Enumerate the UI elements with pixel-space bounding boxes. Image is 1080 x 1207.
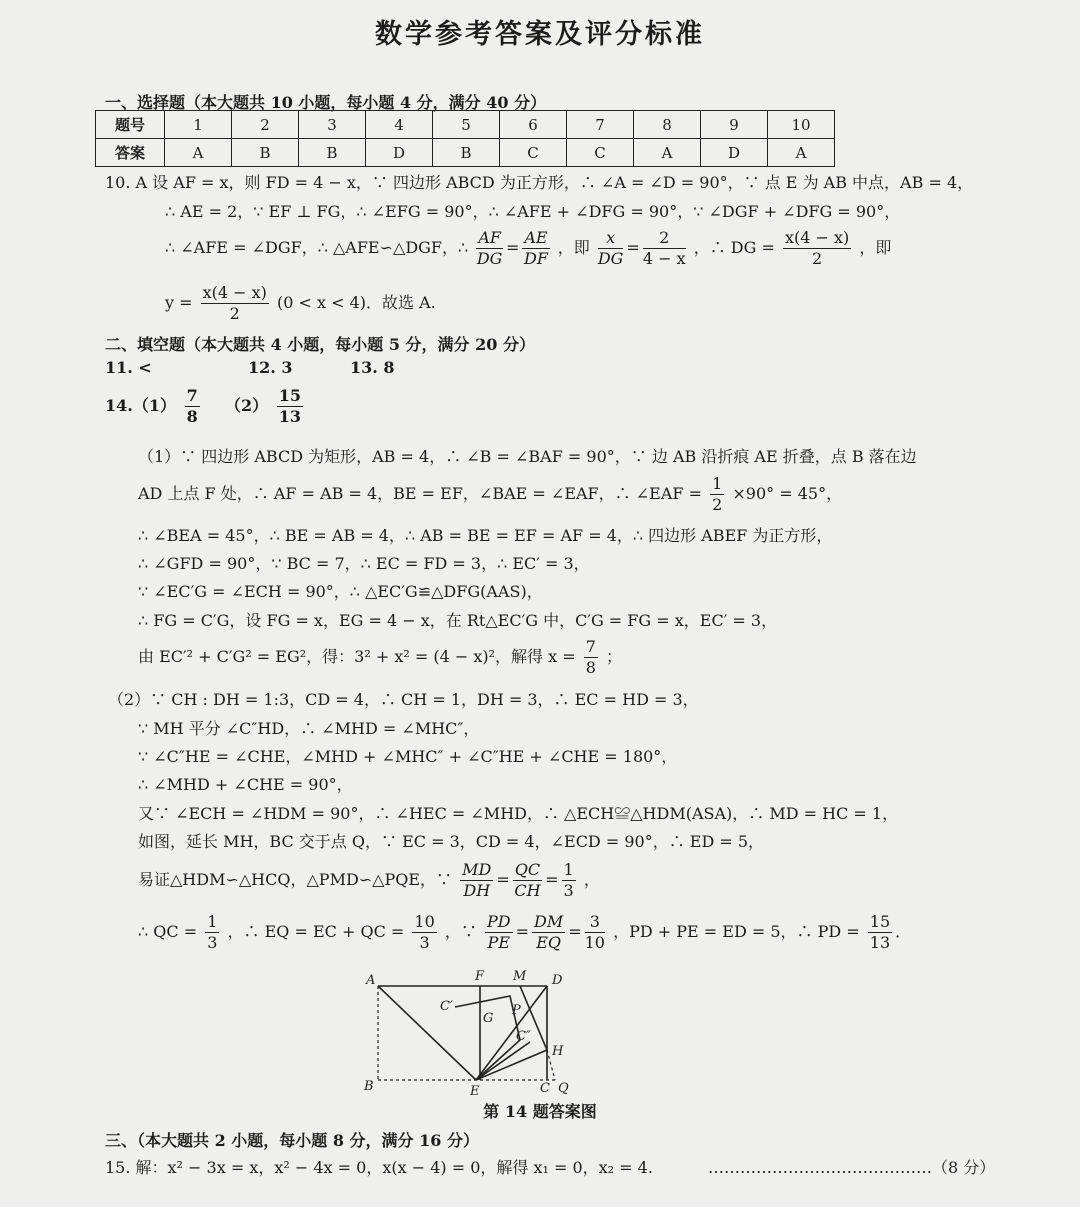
sol14-line: ∴ ∠MHD + ∠CHE = 90°， [138,775,353,794]
table-cell: B [433,139,500,167]
sol14-text: ； [606,647,623,666]
sol14-line: ∵ MH 平分 ∠C″HD，∴ ∠MHD = ∠MHC″， [138,719,480,738]
table-cell: A [165,139,232,167]
sol14-text: ，∵ [444,922,477,941]
table-cell: 7 [567,111,634,139]
sol14-text: 由 EC′² + C′G² = EG²，得：3² + x² = (4 − x)²，解得 x = [138,647,576,666]
sol14-line [138,637,622,678]
q10-text: ，∴ DG = [693,238,775,257]
answer-q11: 11. < [105,358,152,377]
fraction-y-value: $\frac{x(4 - x)}{2}$ [202,283,267,323]
answer-q14 [105,386,306,427]
fraction-3-10: $\frac{3}{10}$ [584,912,605,952]
table-cell: A [768,139,835,167]
equals-sign: = [626,238,640,257]
table-cell: C [500,139,567,167]
sol14-text: 易证△HDM∽△HCQ，△PMD∽△PQE，∵ [138,870,453,889]
fraction-1-3: $\frac{1}{3}$ [563,860,574,900]
segment-ae [378,986,476,1080]
sol14-text: ，PD + PE = ED = 5，∴ PD = [613,922,860,941]
q10-text: ，即 [557,238,590,257]
fraction-2-4mx: $\frac{2}{4 - x}$ [642,228,686,268]
sol14-line: 易证△HDM∽△HCQ，△PMD∽△PQE，∵ $\frac{MD}{DH}$ = $\frac{QC}{CH}$ = $\frac{1}{3}$ ， [138,860,600,900]
fraction-half: $\frac{1}{2}$ [712,474,723,514]
q10-line-3 [165,228,891,269]
q15-solution: 15. 解：x² − 3x = x，x² − 4x = 0，x(x − 4) = 0，解得 x₁ = 0，x₂ = 4. [105,1158,653,1177]
q14-part-2-label: （2） [224,396,269,415]
table-cell: D [366,139,433,167]
q10-line-4 [165,283,436,324]
fraction-15-13: $\frac{15}{13}$ [278,386,301,426]
q10-text: ∴ ∠AFE = ∠DGF，∴ △AFE∽△DGF，∴ [165,238,469,257]
sol14-text: ×90° = 45°， [732,484,843,503]
geometry-figure [360,962,580,1098]
folded-rectangle [455,996,520,1080]
fraction-7-8: $\frac{7}{8}$ [585,637,596,677]
sol14-line: （1）∵ 四边形 ABCD 为矩形，AB = 4，∴ ∠B = ∠BAF = 90°，∵ 边 AB 沿折痕 AE 折叠，点 B 落在边 [138,447,917,466]
table-cell: 10 [768,111,835,139]
label-c-prime: C′ [440,999,453,1014]
fraction-1-3: $\frac{1}{3}$ [207,912,218,952]
q14-part-1-label: 14.（1） [105,396,176,415]
sol14-text: ， [583,870,600,889]
fraction-pd-pe: $\frac{PD}{PE}$ [486,912,511,952]
fraction-x-dg: $\frac{x}{DG}$ [597,228,624,268]
fraction-10-3: $\frac{10}{3}$ [414,912,435,952]
fraction-7-8: $\frac{7}{8}$ [186,386,198,426]
sol14-line: ∵ ∠C″HE = ∠CHE，∠MHD + ∠MHC″ + ∠C″HE + ∠CHE = 180°， [138,747,678,766]
page-title: 数学参考答案及评分标准 [375,19,705,50]
label-f: F [475,969,485,984]
figure-caption: 第 14 题答案图 [483,1102,597,1121]
label-c: C [540,1081,550,1096]
table-row [96,139,835,167]
sol14-line [138,474,842,515]
table-cell: C [567,139,634,167]
q15-score: ……………………………………（8 分） [708,1158,996,1177]
q10-line-1: 10. A 设 AF = x，则 FD = 4 − x，∵ 四边形 ABCD 为正方形，∴ ∠A = ∠D = 90°，∵ 点 E 为 AB 中点，AB = 4， [105,173,974,192]
sol14-line: 又∵ ∠ECH = ∠HDM = 90°，∴ ∠HEC = ∠MHD，∴ △ECH≌△HDM(ASA)，∴ MD = HC = 1， [138,804,899,823]
section-1-heading: 一、选择题（本大题共 10 小题，每小题 4 分，满分 40 分） [105,93,547,112]
sol14-line: ∴ ∠BEA = 45°，∴ BE = AB = 4，∴ AB = BE = EF = AF = 4，∴ 四边形 ABEF 为正方形， [138,526,833,545]
answer-q13: 13. 8 [350,358,395,377]
fraction-dm-eq: $\frac{DM}{EQ}$ [533,912,564,952]
section-2-heading: 二、填空题（本大题共 4 小题，每小题 5 分，满分 20 分） [105,335,535,354]
table-row [96,111,835,139]
sol14-line: ∴ QC = $\frac{1}{3}$ ，∴ EQ = EC + QC = $\frac{10}{3}$ ，∵ $\frac{PD}{PE}$ = $\frac{DM}{EQ}$ = $\frac{3}{10}$ ，PD + PE = ED = 5，∴ PD = $\frac{15}{13}$ ． [138,912,912,952]
fraction-md-dh: $\frac{MD}{DH}$ [462,860,492,900]
sol14-line: ∴ ∠GFD = 90°，∵ BC = 7，∴ EC = FD = 3，∴ EC′ = 3， [138,554,590,573]
table-cell: 4 [366,111,433,139]
sol14-line: ∴ FG = C′G，设 FG = x，EG = 4 − x，在 Rt△EC′G 中，C′G = FG = x，EC′ = 3， [138,611,778,630]
table-cell: 1 [165,111,232,139]
table-cell: B [299,139,366,167]
equals-sign: = [505,238,520,257]
sol14-text: AD 上点 F 处，∴ AF = AB = 4，BE = EF，∠BAE = ∠EAF，∴ ∠EAF = [138,484,702,503]
label-m: M [513,969,527,984]
table-cell: 2 [232,111,299,139]
q10-text: (0 < x < 4)．故选 A. [277,293,436,312]
label-q: Q [558,1081,569,1096]
label-c-double-prime: C″ [516,1029,531,1044]
answer-q12: 12. 3 [248,358,293,377]
label-d: D [552,973,563,988]
label-p: P [512,1003,521,1018]
label-h: H [552,1044,564,1059]
table-cell: 3 [299,111,366,139]
table-cell: B [232,139,299,167]
table-cell: A [634,139,701,167]
sol14-text: ，∴ EQ = EC + QC = [227,922,405,941]
fraction-ae-df: $\frac{AE}{DF}$ [524,228,548,268]
label-b: B [364,1079,374,1094]
label-e: E [470,1084,480,1098]
q10-line-2: ∴ AE = 2，∵ EF ⊥ FG，∴ ∠EFG = 90°，∴ ∠AFE + ∠DFG = 90°，∵ ∠DGF + ∠DFG = 90°， [165,202,901,221]
row-header-number: 题号 [96,111,165,139]
row-header-answer: 答案 [96,139,165,167]
section-3-heading: 三、（本大题共 2 小题，每小题 8 分，满分 16 分） [105,1131,479,1150]
sol14-line: （2）∵ CH : DH = 1:3，CD = 4，∴ CH = 1，DH = 3，∴ EC = HD = 3， [108,690,699,709]
fraction-dg-value: $\frac{x(4 - x)}{2}$ [785,228,850,268]
table-cell: 8 [634,111,701,139]
sol14-line: ∵ ∠EC′G = ∠ECH = 90°，∴ △EC′G≌△DFG(AAS)， [138,582,543,601]
table-cell: D [701,139,768,167]
fraction-15-13: $\frac{15}{13}$ [869,912,891,952]
q10-text: ，即 [859,238,892,257]
sol14-text: ∴ QC = [138,922,198,941]
fraction-qc-ch: $\frac{QC}{CH}$ [514,860,541,900]
q10-text: y = [165,293,193,312]
label-a: A [366,973,376,988]
answer-table [95,110,835,167]
table-cell: 9 [701,111,768,139]
sol14-line: 如图，延长 MH，BC 交于点 Q，∵ EC = 3，CD = 4，∠ECD = 90°，∴ ED = 5， [138,832,765,851]
table-cell: 5 [433,111,500,139]
table-cell: 6 [500,111,567,139]
label-g: G [483,1011,494,1026]
fraction-af-dg: $\frac{AF}{DG}$ [476,228,503,268]
